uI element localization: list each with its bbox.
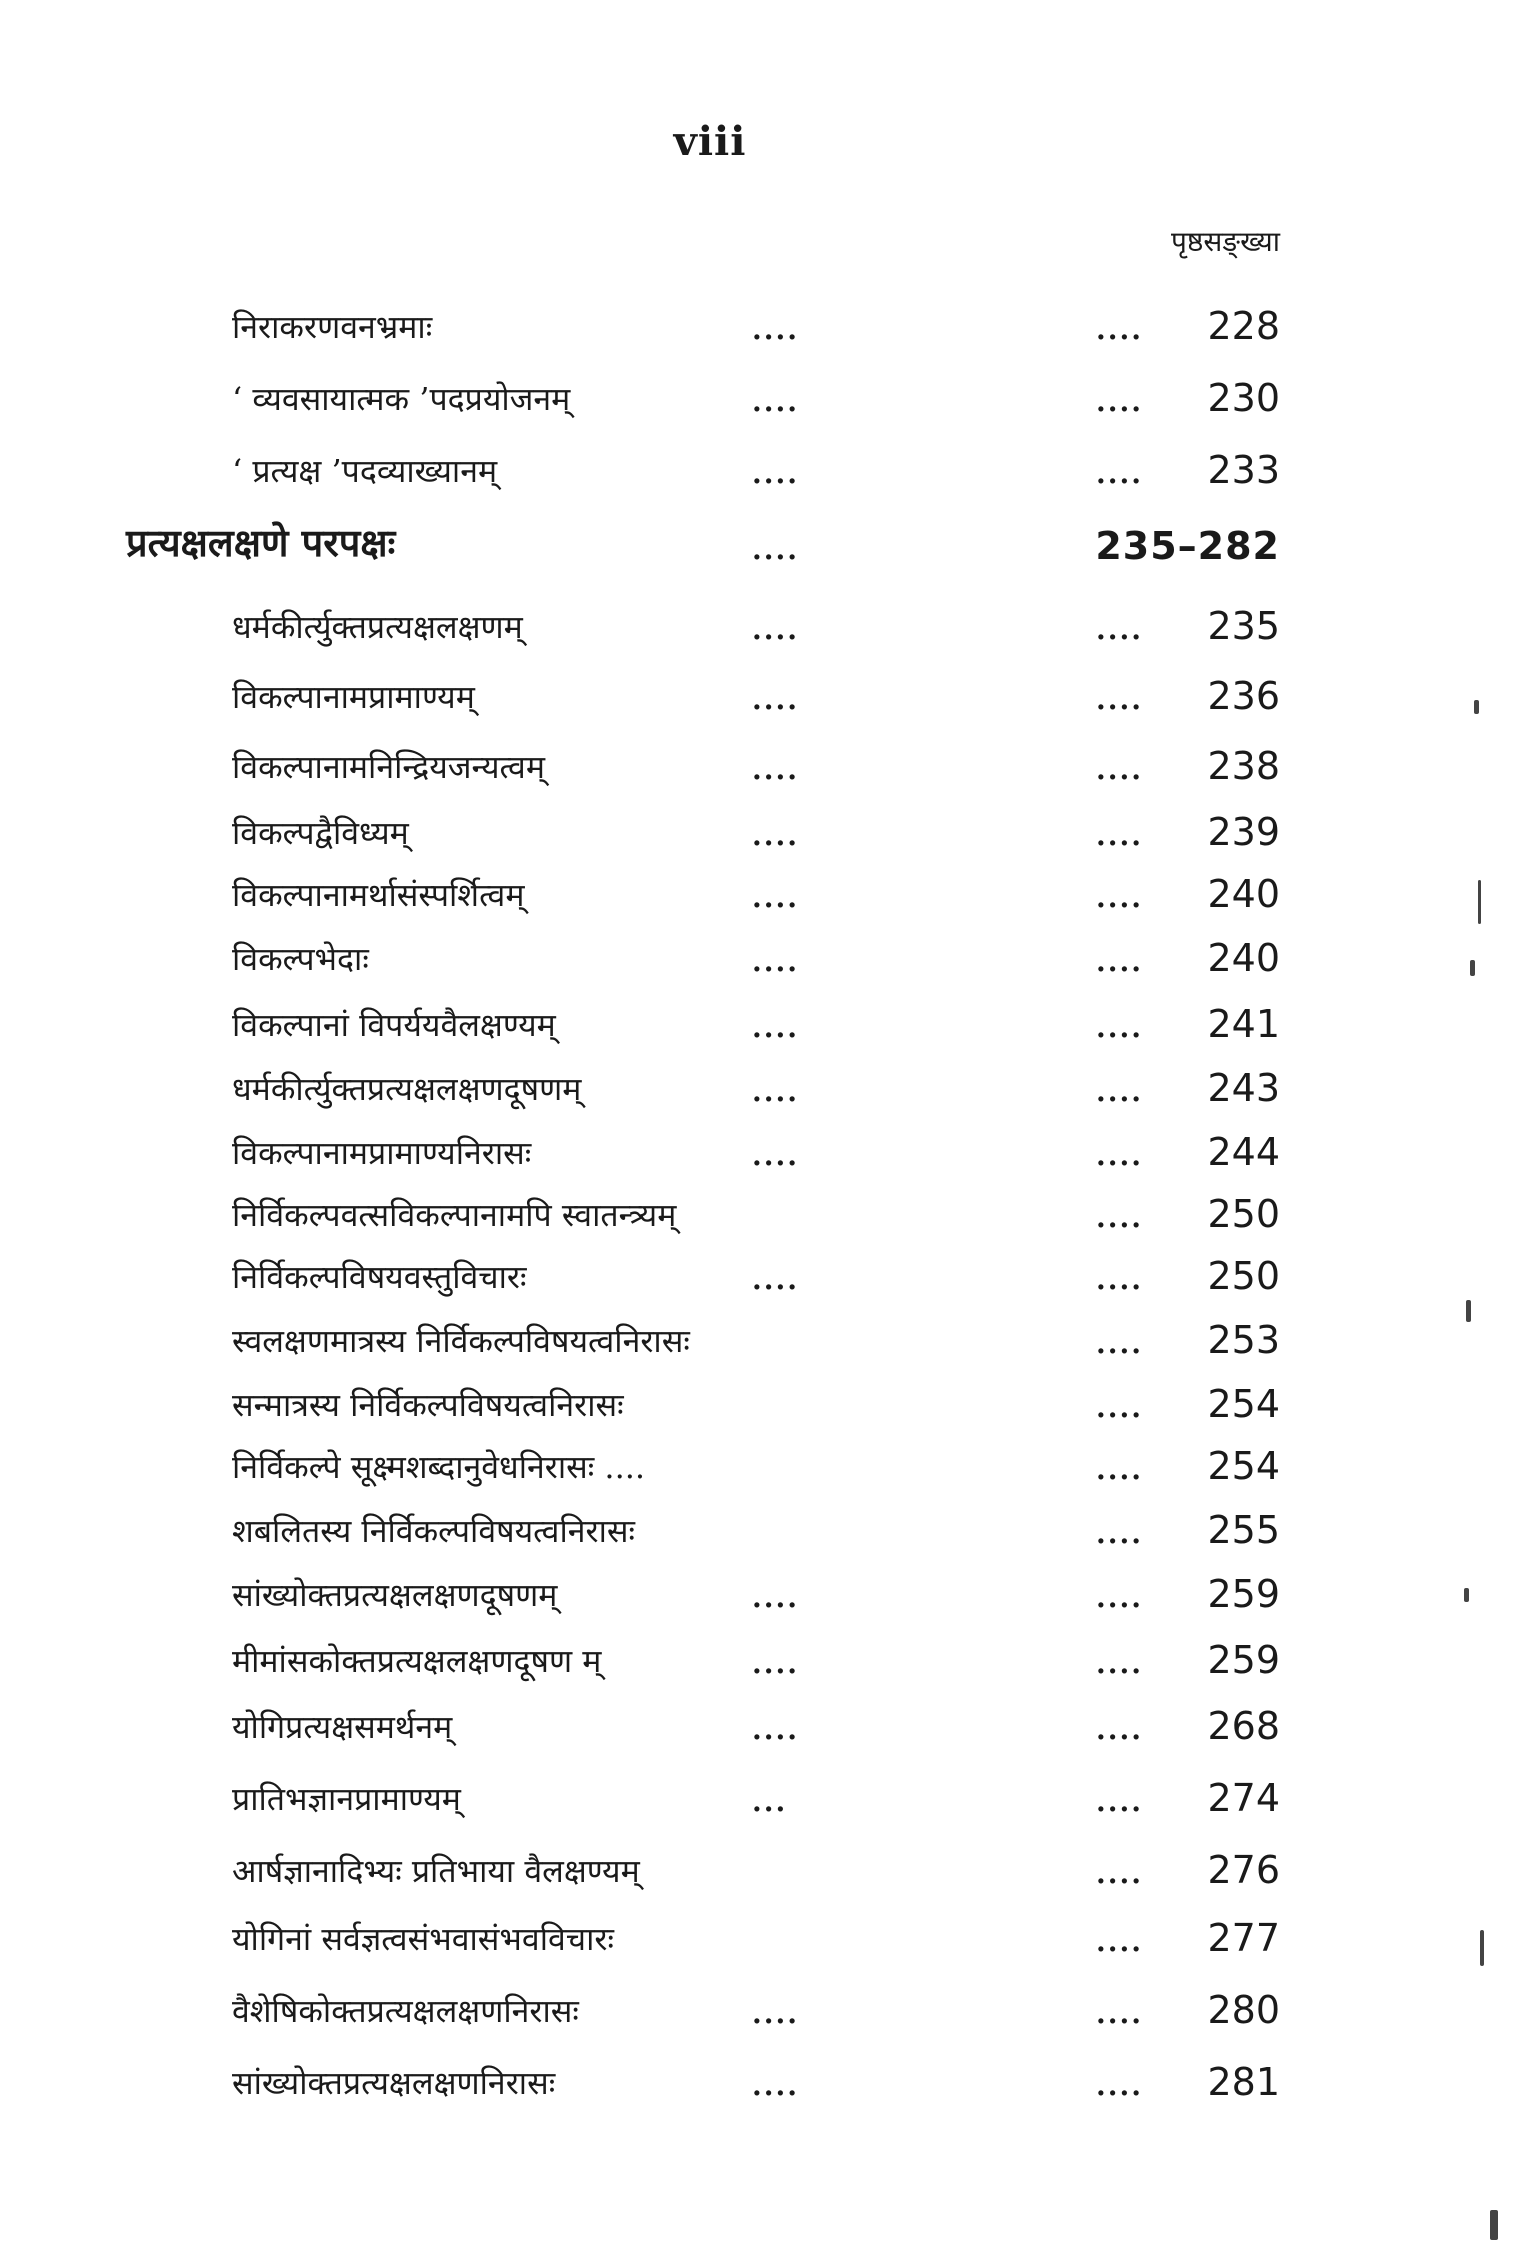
toc-entry-page-number: 268 — [1207, 1704, 1280, 1748]
toc-leader-dots: .... — [1096, 1925, 1143, 1958]
toc-entry-title: वैशेषिकोक्तप्रत्यक्षलक्षणनिरासः — [232, 1992, 579, 2030]
scan-speck — [1480, 1930, 1484, 1966]
toc-entry-page-number: 277 — [1207, 1916, 1280, 1960]
toc-leader-dots: .... — [752, 533, 799, 566]
toc-leader-dots: .... — [752, 457, 799, 490]
toc-entry — [0, 1772, 1514, 1828]
toc-entry-page-number: 274 — [1207, 1776, 1280, 1820]
toc-entry-title: निर्विकल्पवत्सविकल्पानामपि स्वातन्त्र्यम् — [232, 1196, 677, 1234]
toc-leader-dots: .... — [752, 613, 799, 646]
toc-entry — [0, 1984, 1514, 2040]
toc-entry-title: विकल्पानामर्थासंस्पर्शित्वम् — [232, 876, 525, 914]
toc-entry-title: प्रत्यक्षलक्षणे परपक्षः — [126, 520, 396, 565]
page-column-label: पृष्ठसङ्ख्या — [1170, 225, 1280, 258]
toc-entry — [0, 300, 1514, 356]
toc-leader-dots: .... — [1096, 1713, 1143, 1746]
toc-entry — [0, 1634, 1514, 1690]
toc-leader-dots: .... — [1096, 1857, 1143, 1890]
toc-entry-title: विकल्पानां विपर्ययवैलक्षण्यम् — [232, 1006, 556, 1044]
toc-entry — [0, 372, 1514, 428]
scan-speck — [1470, 960, 1475, 976]
toc-leader-dots: .... — [1096, 1263, 1143, 1296]
toc-entry-page-number: 281 — [1207, 2060, 1280, 2104]
toc-leader-dots: .... — [1096, 457, 1143, 490]
toc-entry-page-number: 254 — [1207, 1444, 1280, 1488]
toc-entry-title: विकल्पानामप्रामाण्यनिरासः — [232, 1134, 532, 1172]
toc-leader-dots: .... — [752, 683, 799, 716]
scan-speck — [1464, 1588, 1469, 1602]
toc-leader-dots: .... — [1096, 1139, 1143, 1172]
toc-entry-title: विकल्पभेदाः — [232, 940, 369, 978]
toc-entry-title: निर्विकल्पे सूक्ष्मशब्दानुवेधनिरासः .... — [232, 1448, 646, 1486]
toc-leader-dots: .... — [1096, 1647, 1143, 1680]
toc-entry-page-number: 233 — [1207, 448, 1280, 492]
toc-entry — [0, 868, 1514, 924]
toc-leader-dots: .... — [752, 945, 799, 978]
toc-entry — [0, 1912, 1514, 1968]
toc-entry-page-number: 239 — [1207, 810, 1280, 854]
toc-leader-dots: .... — [1096, 683, 1143, 716]
toc-entry — [0, 1250, 1514, 1306]
toc-leader-dots: .... — [1096, 1075, 1143, 1108]
toc-leader-dots: .... — [1096, 881, 1143, 914]
toc-leader-dots: .... — [752, 1075, 799, 1108]
scan-speck — [1478, 880, 1481, 924]
toc-entry-title: मीमांसकोक्तप्रत्यक्षलक्षणदूषण म् — [232, 1642, 602, 1680]
toc-leader-dots: .... — [1096, 1011, 1143, 1044]
toc-entry-page-number: 243 — [1207, 1066, 1280, 1110]
toc-entry-title: सन्मात्रस्य निर्विकल्पविषयत्वनिरासः — [232, 1386, 624, 1424]
toc-entry-page-number: 235 — [1207, 604, 1280, 648]
toc-entry-title: स्वलक्षणमात्रस्य निर्विकल्पविषयत्वनिरासः — [232, 1322, 690, 1360]
toc-entry-page-number: 241 — [1207, 1002, 1280, 1046]
toc-entry — [0, 1126, 1514, 1182]
toc-leader-dots: .... — [1096, 1785, 1143, 1818]
toc-entry-title: निराकरणवनभ्रमाः — [232, 308, 433, 346]
toc-section-heading — [0, 520, 1514, 576]
toc-entry-page-number: 250 — [1207, 1192, 1280, 1236]
toc-entry — [0, 1504, 1514, 1560]
toc-leader-dots: .... — [1096, 945, 1143, 978]
toc-entry-page-number: 238 — [1207, 744, 1280, 788]
toc-entry-title: सांख्योक्तप्रत्यक्षलक्षणनिरासः — [232, 2064, 556, 2102]
toc-leader-dots: .... — [1096, 385, 1143, 418]
toc-entry — [0, 1378, 1514, 1434]
toc-entry — [0, 1568, 1514, 1624]
scan-speck — [1474, 700, 1479, 714]
toc-entry-title: सांख्योक्तप्रत्यक्षलक्षणदूषणम् — [232, 1576, 558, 1614]
toc-leader-dots: .... — [1096, 1391, 1143, 1424]
toc-leader-dots: .... — [752, 1263, 799, 1296]
toc-leader-dots: .... — [752, 1997, 799, 2030]
toc-entry-title: शबलितस्य निर्विकल्पविषयत्वनिरासः — [232, 1512, 635, 1550]
toc-leader-dots: ... — [752, 1785, 788, 1818]
toc-leader-dots: .... — [752, 819, 799, 852]
toc-leader-dots: .... — [1096, 1201, 1143, 1234]
toc-entry-page-number: 235–282 — [1095, 524, 1280, 568]
toc-entry-title: निर्विकल्पविषयवस्तुविचारः — [232, 1258, 527, 1296]
toc-entry — [0, 600, 1514, 656]
toc-leader-dots: .... — [752, 385, 799, 418]
toc-entry — [0, 2056, 1514, 2112]
toc-leader-dots: .... — [1096, 313, 1143, 346]
toc-entry-title: योगिप्रत्यक्षसमर्थनम् — [232, 1708, 453, 1746]
toc-leader-dots: .... — [1096, 613, 1143, 646]
toc-entry-title: धर्मकीर्त्युक्तप्रत्यक्षलक्षणदूषणम् — [232, 1070, 582, 1108]
toc-leader-dots: .... — [1096, 1581, 1143, 1614]
toc-entry-page-number: 254 — [1207, 1382, 1280, 1426]
toc-entry-page-number: 240 — [1207, 872, 1280, 916]
toc-leader-dots: .... — [752, 313, 799, 346]
toc-leader-dots: .... — [1096, 753, 1143, 786]
toc-leader-dots: .... — [1096, 819, 1143, 852]
toc-entry-page-number: 244 — [1207, 1130, 1280, 1174]
toc-leader-dots: .... — [752, 753, 799, 786]
toc-entry-page-number: 255 — [1207, 1508, 1280, 1552]
toc-entry-page-number: 253 — [1207, 1318, 1280, 1362]
toc-leader-dots: .... — [752, 1581, 799, 1614]
toc-entry — [0, 1844, 1514, 1900]
toc-entry — [0, 1440, 1514, 1496]
scan-speck — [1490, 2210, 1498, 2240]
toc-entry-page-number: 230 — [1207, 376, 1280, 420]
toc-entry-page-number: 228 — [1207, 304, 1280, 348]
toc-leader-dots: .... — [1096, 1517, 1143, 1550]
scan-speck — [1466, 1300, 1471, 1322]
toc-entry-title: ‘ व्यवसायात्मक ’पदप्रयोजनम् — [232, 380, 571, 418]
toc-leader-dots: .... — [1096, 1453, 1143, 1486]
toc-entry — [0, 1314, 1514, 1370]
toc-leader-dots: .... — [1096, 2069, 1143, 2102]
toc-leader-dots: .... — [752, 1713, 799, 1746]
toc-entry — [0, 1700, 1514, 1756]
toc-leader-dots: .... — [752, 881, 799, 914]
toc-entry-title: विकल्पद्वैविध्यम् — [232, 814, 409, 852]
toc-entry — [0, 806, 1514, 862]
toc-entry-page-number: 276 — [1207, 1848, 1280, 1892]
toc-leader-dots: .... — [752, 1139, 799, 1172]
toc-entry-title: प्रातिभज्ञानप्रामाण्यम् — [232, 1780, 461, 1818]
toc-entry — [0, 1062, 1514, 1118]
toc-leader-dots: .... — [1096, 1327, 1143, 1360]
toc-entry-title: विकल्पानामप्रामाण्यम् — [232, 678, 475, 716]
toc-leader-dots: .... — [752, 1647, 799, 1680]
toc-entry-title: योगिनां सर्वज्ञत्वसंभवासंभवविचारः — [232, 1920, 614, 1958]
toc-entry-title: धर्मकीर्त्युक्तप्रत्यक्षलक्षणम् — [232, 608, 523, 646]
toc-entry-page-number: 240 — [1207, 936, 1280, 980]
toc-leader-dots: .... — [752, 2069, 799, 2102]
toc-entry-page-number: 259 — [1207, 1638, 1280, 1682]
toc-entry — [0, 740, 1514, 796]
toc-leader-dots: .... — [1096, 1997, 1143, 2030]
toc-entry-page-number: 250 — [1207, 1254, 1280, 1298]
toc-entry-page-number: 236 — [1207, 674, 1280, 718]
toc-entry-page-number: 259 — [1207, 1572, 1280, 1616]
toc-entry — [0, 1188, 1514, 1244]
toc-entry — [0, 670, 1514, 726]
toc-entry — [0, 444, 1514, 500]
page-number: viii — [673, 118, 747, 165]
toc-entry-title: विकल्पानामनिन्द्रियजन्यत्वम् — [232, 748, 545, 786]
toc-entry — [0, 998, 1514, 1054]
toc-entry-title: ‘ प्रत्यक्ष ’पदव्याख्यानम् — [232, 452, 498, 490]
toc-entry-page-number: 280 — [1207, 1988, 1280, 2032]
toc-entry-title: आर्षज्ञानादिभ्यः प्रतिभाया वैलक्षण्यम् — [232, 1852, 640, 1890]
toc-entry — [0, 932, 1514, 988]
toc-leader-dots: .... — [752, 1011, 799, 1044]
